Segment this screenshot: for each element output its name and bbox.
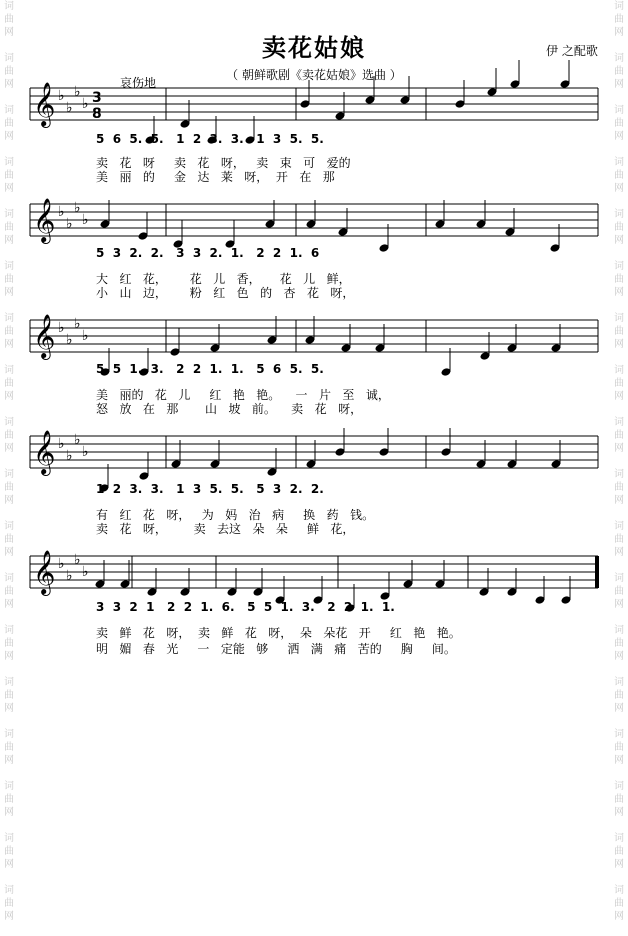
watermark-char: 词: [4, 105, 14, 116]
watermark-char: 曲: [4, 118, 14, 129]
watermark-char: 曲: [4, 742, 14, 753]
watermark-char: 词: [614, 521, 624, 532]
watermark-char: 曲: [614, 846, 624, 857]
watermark-char: 词: [4, 209, 14, 220]
watermark-char: 词: [614, 833, 624, 844]
flat-sign: ♭: [66, 332, 73, 348]
watermark-char: 词: [614, 677, 624, 688]
watermark-char: 词: [4, 729, 14, 740]
watermark-char: 网: [4, 339, 14, 350]
watermark-char: 词: [4, 1, 14, 12]
flat-sign: ♭: [82, 212, 89, 228]
watermark-char: 网: [4, 547, 14, 558]
flat-sign: ♭: [82, 328, 89, 344]
watermark-char: 网: [614, 859, 624, 870]
flat-sign: ♭: [58, 556, 65, 572]
watermark-char: 网: [614, 287, 624, 298]
treble-clef: 𝄞: [33, 314, 56, 358]
watermark-char: 网: [614, 79, 624, 90]
watermark-char: 网: [4, 599, 14, 610]
watermark-char: 曲: [4, 66, 14, 77]
jianpu-row: 5 3 2. 2. 3 3 2. 1. 2 2 1. 6: [96, 246, 320, 260]
jianpu-row: 1 2 3. 3. 1 3 5. 5. 5 3 2. 2.: [96, 482, 324, 496]
flat-sign: ♭: [74, 316, 81, 332]
watermark-char: 词: [4, 573, 14, 584]
watermark-char: 曲: [614, 742, 624, 753]
flat-sign: ♭: [58, 320, 65, 336]
watermark-char: 曲: [4, 326, 14, 337]
watermark-char: 网: [4, 235, 14, 246]
jianpu-row: 3 3 2 1 2 2 1. 6. 5 5 1. 3. 2 2 1. 1.: [96, 600, 395, 614]
watermark-char: 网: [4, 287, 14, 298]
flat-sign: ♭: [82, 444, 89, 460]
treble-clef: 𝄞: [33, 550, 56, 594]
watermark-char: 曲: [4, 690, 14, 701]
watermark-char: 词: [614, 417, 624, 428]
watermark-char: 词: [614, 105, 624, 116]
flat-sign: ♭: [74, 552, 81, 568]
watermark-char: 网: [614, 131, 624, 142]
watermark-char: 词: [4, 781, 14, 792]
watermark-char: 曲: [4, 638, 14, 649]
watermark-char: 网: [4, 27, 14, 38]
watermark-char: 网: [4, 703, 14, 714]
treble-clef: 𝄞: [33, 198, 56, 242]
watermark-char: 网: [614, 391, 624, 402]
watermark-char: 网: [614, 443, 624, 454]
flat-sign: ♭: [74, 432, 81, 448]
watermark-char: 曲: [614, 66, 624, 77]
watermark-char: 词: [4, 53, 14, 64]
watermark-char: 网: [614, 495, 624, 506]
watermark-char: 曲: [614, 690, 624, 701]
watermark-char: 网: [614, 807, 624, 818]
flat-sign: ♭: [58, 204, 65, 220]
watermark-char: 曲: [4, 170, 14, 181]
watermark-char: 词: [614, 469, 624, 480]
watermark-char: 网: [614, 651, 624, 662]
final-barline: [595, 556, 599, 588]
watermark-char: 曲: [4, 14, 14, 25]
time-signature-top: 3: [92, 90, 102, 106]
watermark-char: 曲: [614, 638, 624, 649]
watermark-char: 词: [614, 729, 624, 740]
watermark-char: 网: [614, 599, 624, 610]
lyrics-verse-1: 卖 鲜 花 呀， 卖 鲜 花 呀， 朵 朵花 开 红 艳 艳。: [96, 626, 461, 640]
watermark-char: 词: [4, 625, 14, 636]
lyrics-verse-2: 卖 花 呀， 卖 去这 朵 朵 鲜 花，: [96, 522, 355, 536]
watermark-char: 网: [614, 547, 624, 558]
treble-clef: 𝄞: [33, 82, 56, 126]
watermark-char: 曲: [614, 430, 624, 441]
watermark-char: 曲: [614, 326, 624, 337]
watermark-char: 词: [4, 521, 14, 532]
treble-clef: 𝄞: [33, 430, 56, 474]
flat-sign: ♭: [74, 84, 81, 100]
flat-sign: ♭: [58, 88, 65, 104]
watermark-char: 词: [4, 365, 14, 376]
watermark-char: 网: [4, 859, 14, 870]
watermark-char: 词: [4, 313, 14, 324]
lyrics-verse-2: 小 山 边， 粉 红 色 的 杏 花 呀，: [96, 286, 355, 300]
watermark-char: 曲: [614, 482, 624, 493]
composer-credit: 伊 之配歌: [546, 44, 598, 58]
watermark-char: 词: [4, 885, 14, 896]
time-signature-bottom: 8: [92, 106, 102, 122]
flat-sign: ♭: [66, 216, 73, 232]
watermark-char: 曲: [614, 170, 624, 181]
watermark-char: 词: [614, 885, 624, 896]
flat-sign: ♭: [82, 564, 89, 580]
watermark-char: 词: [614, 53, 624, 64]
flat-sign: ♭: [82, 96, 89, 112]
flat-sign: ♭: [66, 100, 73, 116]
watermark-char: 曲: [614, 794, 624, 805]
watermark-char: 网: [4, 755, 14, 766]
watermark-char: 词: [614, 573, 624, 584]
jianpu-row: 5 6 5. 5. 1 2 3. 3. 1 3 5. 5.: [96, 132, 324, 146]
watermark-char: 词: [614, 209, 624, 220]
watermark-char: 曲: [614, 586, 624, 597]
watermark-char: 网: [4, 807, 14, 818]
tempo-marking: 哀伤地: [120, 76, 157, 90]
watermark-char: 词: [614, 1, 624, 12]
watermark-char: 网: [614, 703, 624, 714]
flat-sign: ♭: [66, 448, 73, 464]
watermark-char: 词: [4, 157, 14, 168]
watermark-char: 曲: [4, 846, 14, 857]
watermark-char: 曲: [614, 378, 624, 389]
lyrics-verse-1: 大 红 花， 花 儿 香， 花 儿 鲜，: [96, 272, 351, 286]
watermark-char: 曲: [4, 794, 14, 805]
song-title: 卖花姑娘: [262, 33, 366, 62]
lyrics-verse-2: 美 丽 的 金 达 莱 呀， 开 在 那: [96, 170, 335, 184]
flat-sign: ♭: [58, 436, 65, 452]
watermark-char: 词: [4, 833, 14, 844]
watermark-char: 网: [614, 235, 624, 246]
watermark-char: 网: [614, 755, 624, 766]
watermark-char: 网: [614, 27, 624, 38]
watermark-char: 曲: [4, 586, 14, 597]
watermark-char: 网: [4, 79, 14, 90]
watermark-char: 曲: [614, 222, 624, 233]
watermark-char: 词: [614, 781, 624, 792]
watermark-char: 网: [614, 911, 624, 922]
watermark-char: 词: [614, 261, 624, 272]
watermark-char: 词: [4, 261, 14, 272]
watermark-char: 词: [614, 365, 624, 376]
watermark-char: 词: [4, 417, 14, 428]
jianpu-row: 5 5 1. 3. 2 2 1. 1. 5 6 5. 5.: [96, 362, 324, 376]
watermark-char: 曲: [4, 378, 14, 389]
lyrics-verse-1: 美 丽的 花 儿 红 艳 艳。 一 片 至 诚，: [96, 388, 390, 402]
watermark-char: 曲: [4, 482, 14, 493]
watermark-char: 词: [614, 313, 624, 324]
watermark-char: 网: [4, 495, 14, 506]
watermark-char: 曲: [4, 430, 14, 441]
lyrics-verse-1: 有 红 花 呀， 为 妈 治 病 换 药 钱。: [96, 508, 375, 522]
watermark-char: 网: [614, 339, 624, 350]
flat-sign: ♭: [74, 200, 81, 216]
watermark-char: 网: [4, 443, 14, 454]
flat-sign: ♭: [66, 568, 73, 584]
lyrics-verse-2: 怒 放 在 那 山 坡 前。 卖 花 呀，: [96, 402, 363, 416]
song-subtitle: （ 朝鲜歌剧《卖花姑娘》选曲 ）: [226, 68, 402, 82]
watermark-char: 曲: [614, 534, 624, 545]
watermark-char: 曲: [4, 534, 14, 545]
watermark-char: 曲: [614, 14, 624, 25]
watermark-char: 词: [4, 469, 14, 480]
lyrics-verse-2: 明 媚 春 光 一 定能 够 洒 满 痛 苦的 胸 间。: [96, 642, 456, 656]
watermark-char: 网: [4, 911, 14, 922]
watermark-char: 词: [4, 677, 14, 688]
watermark-char: 曲: [614, 898, 624, 909]
lyrics-verse-1: 卖 花 呀 卖 花 呀， 卖 束 可 爱的: [96, 156, 351, 170]
watermark-char: 曲: [614, 274, 624, 285]
watermark-char: 网: [614, 183, 624, 194]
watermark-char: 词: [614, 157, 624, 168]
watermark-char: 网: [4, 131, 14, 142]
watermark-char: 曲: [4, 898, 14, 909]
watermark-char: 曲: [4, 274, 14, 285]
watermark-char: 曲: [614, 118, 624, 129]
watermark-char: 网: [4, 183, 14, 194]
watermark-char: 曲: [4, 222, 14, 233]
watermark-char: 网: [4, 651, 14, 662]
watermark-char: 网: [4, 391, 14, 402]
watermark-char: 词: [614, 625, 624, 636]
